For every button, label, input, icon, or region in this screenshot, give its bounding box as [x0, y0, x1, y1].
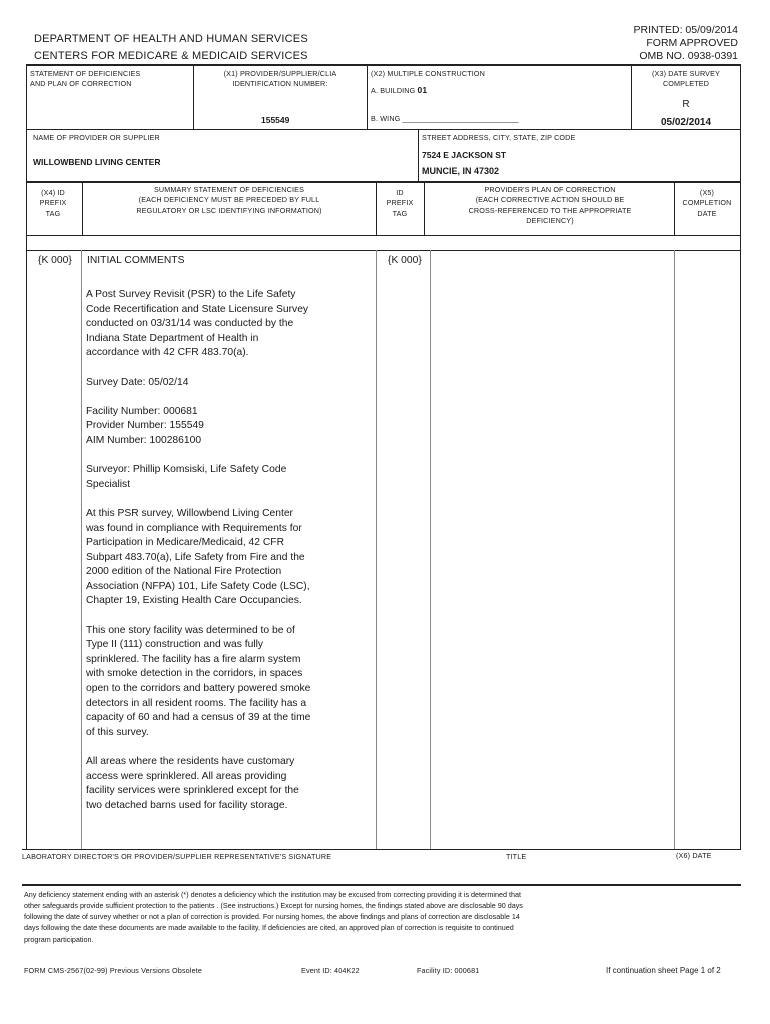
form-number: FORM CMS-2567(02-99) Previous Versions Obsolete: [24, 966, 203, 975]
agency-name: DEPARTMENT OF HEALTH AND HUMAN SERVICES: [34, 33, 308, 45]
signature-date-label: (X6) DATE: [676, 851, 712, 860]
omb-number: OMB NO. 0938-0391: [639, 50, 738, 62]
building-label-text: A. BUILDING: [371, 86, 416, 95]
entry-heading: INITIAL COMMENTS: [87, 255, 185, 266]
x5-column-header: (X5) COMPLETION DATE: [682, 188, 732, 218]
x3-code: R: [682, 99, 690, 110]
entry-top-divider: [26, 250, 741, 251]
paragraph-construction: This one story facility was determined to be of Type II (111) construction and was fully sprinklered. The facility has a fire alarm system with smoke detection in the corridors, in spaces open to the corridors and battery powered smoke detectors in all resident rooms. The facility has a capacity of 60 and had a census of 39 at the time of this survey.: [86, 624, 311, 738]
form-left-border: [26, 64, 27, 850]
form-approved: FORM APPROVED: [646, 37, 738, 49]
id-prefix-column-header: ID PREFIX TAG: [386, 188, 414, 218]
x1-provider-number: 155549: [261, 115, 290, 125]
plan-column-header: PROVIDER'S PLAN OF CORRECTION (EACH CORRECTIVE ACTION SHOULD BE CROSS-REFERENCED TO THE APPROPRIATE DEFICIENCY): [468, 185, 632, 226]
body-col-divider-1: [81, 250, 82, 850]
x1-divider: [193, 64, 194, 129]
column-header-divider: [26, 235, 741, 236]
form-top-border: [26, 64, 741, 66]
col-divider-2: [376, 181, 377, 235]
col-divider-3: [424, 181, 425, 235]
event-id: Event ID: 404K22: [301, 966, 360, 975]
x3-label: (X3) DATE SURVEY COMPLETED: [651, 69, 721, 89]
paragraph-psr: A Post Survey Revisit (PSR) to the Life Safety Code Recertification and State Licensure Survey conducted on 03/31/14 was conducted by the Indiana State Department of Health in accordance with 42 CFR 483.70(a).: [86, 289, 309, 359]
address-city: MUNCIE, IN 47302: [422, 166, 500, 176]
body-col-divider-2: [376, 250, 377, 850]
footnote-text: Any deficiency statement ending with an asterisk (*) denotes a deficiency which the institution may be excused from correcting providing it is determined that other safeguards provide sufficient protection to the patients . (See instructions.) Except for nursing homes, the findings stated above are disclosable 90 days following the date of survey whether or not a plan of correction is provided. For nursing homes, the above findings and plans of correction are disclosable 14 days following the date these documents are made available to the facility. If deficiencies are cited, an approved plan of correction is requisite to continued program participation.: [24, 890, 523, 944]
provider-name-label: NAME OF PROVIDER OR SUPPLIER: [33, 133, 160, 142]
building-value: 01: [417, 85, 428, 95]
paragraph-survey-date: Survey Date: 05/02/14: [86, 376, 189, 388]
x3-divider: [631, 64, 632, 129]
tag-left: {K 000}: [38, 255, 72, 266]
paragraph-sprinklers: All areas where the residents have customary access were sprinklered. All areas providing facility services were sprinklered except for the two detached barns used for facility storage.: [86, 756, 299, 811]
col-divider-4: [674, 181, 675, 235]
facility-id: Facility ID: 000681: [417, 966, 480, 975]
building-label: [371, 85, 427, 97]
printed-date: PRINTED: 05/09/2014: [633, 24, 738, 36]
footnote-rule: [22, 884, 741, 886]
signature-label: LABORATORY DIRECTOR'S OR PROVIDER/SUPPLIER REPRESENTATIVE'S SIGNATURE: [22, 852, 332, 861]
entry-body: [86, 288, 372, 828]
agency-subname: CENTERS FOR MEDICARE & MEDICAID SERVICES: [34, 50, 308, 62]
signature-title-label: TITLE: [506, 852, 527, 861]
body-col-divider-3: [430, 250, 431, 850]
col-divider-1: [82, 181, 83, 235]
signature-top-rule: [22, 849, 741, 850]
paragraph-surveyor: Surveyor: Phillip Komsiski, Life Safety Code Specialist: [86, 464, 287, 490]
x2-label: (X2) MULTIPLE CONSTRUCTION: [371, 69, 485, 78]
summary-column-header: SUMMARY STATEMENT OF DEFICIENCIES (EACH DEFICIENCY MUST BE PRECEDED BY FULL REGULATORY OR LSC IDENTIFYING INFORMATION): [136, 185, 322, 215]
x3-date-completed: 05/02/2014: [660, 117, 712, 128]
provider-row-divider: [26, 181, 741, 183]
continuation-page: If continuation sheet Page 1 of 2: [606, 966, 721, 975]
provider-name: WILLOWBEND LIVING CENTER: [33, 157, 161, 167]
statement-label: STATEMENT OF DEFICIENCIES AND PLAN OF CORRECTION: [30, 69, 141, 89]
address-label: STREET ADDRESS, CITY, STATE, ZIP CODE: [422, 133, 576, 142]
form-row-divider: [26, 129, 741, 130]
address-street: 7524 E JACKSON ST: [422, 150, 507, 160]
form-right-border: [740, 64, 741, 850]
address-divider: [418, 129, 419, 181]
body-col-divider-4: [674, 250, 675, 850]
wing-label: B. WING ____________________________: [371, 114, 519, 123]
x1-label: (X1) PROVIDER/SUPPLIER/CLIA IDENTIFICATION NUMBER:: [223, 69, 337, 89]
x4-column-header: (X4) ID PREFIX TAG: [39, 188, 67, 218]
tag-right: {K 000}: [388, 255, 422, 266]
paragraph-compliance: At this PSR survey, Willowbend Living Center was found in compliance with Requirements for Participation in Medicare/Medicaid, 42 CFR Subpart 483.70(a), Life Safety from Fire and the 2000 edition of the National Fire Protection Association (NFPA) 101, Life Safety Code (LSC), Chapter 19, Existing Health Care Occupancies.: [86, 507, 310, 607]
x2-divider: [367, 64, 368, 129]
paragraph-facility-ids: Facility Number: 000681 Provider Number: 155549 AIM Number: 100286100: [86, 405, 204, 446]
